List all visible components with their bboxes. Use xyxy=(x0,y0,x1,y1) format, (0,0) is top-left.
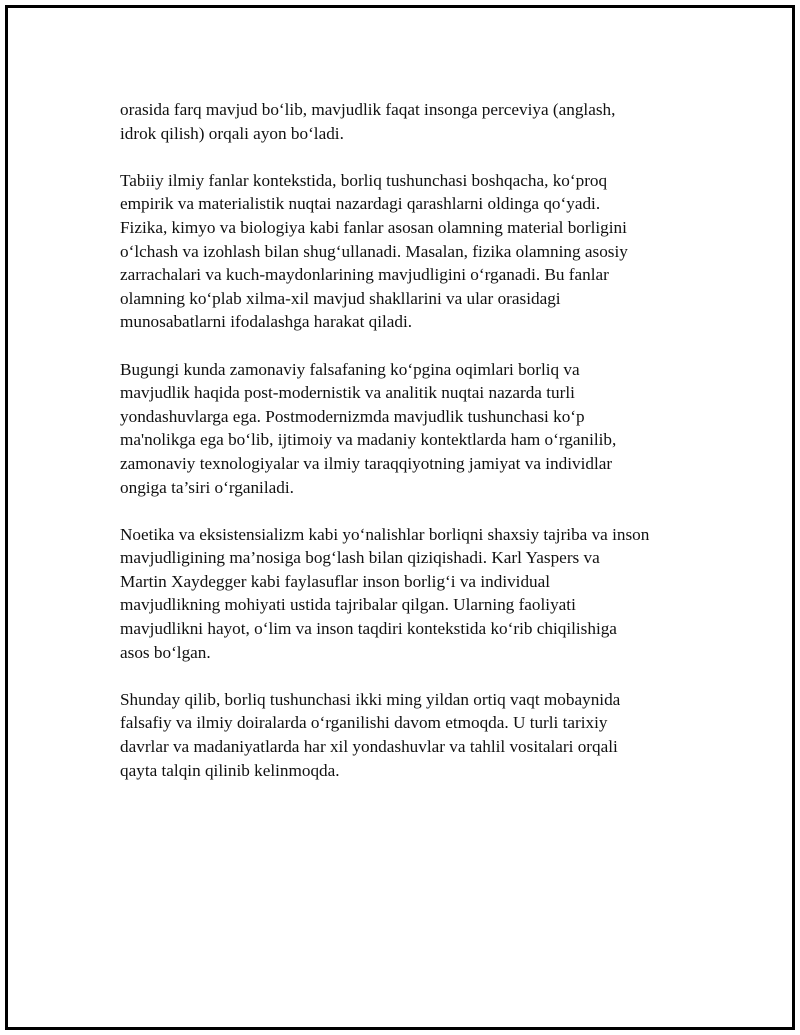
text-line: mavjudlikning mohiyati ustida tajribalar qilgan. Ularning faoliyati xyxy=(120,595,576,615)
text-line: ma'nolikga ega bo‘lib, ijtimoiy va madaniy kontektlarda ham o‘rganilib, xyxy=(120,430,617,450)
text-line: Bugungi kunda zamonaviy falsafaning ko‘pgina oqimlari borliq va xyxy=(120,359,580,379)
text-line: idrok qilish) orqali ayon bo‘ladi. xyxy=(120,123,344,143)
text-line: munosabatlarni ifodalashga harakat qiladi. xyxy=(120,312,413,332)
text-line: mavjudlikni hayot, o‘lim va inson taqdiri kontekstida ko‘rib chiqilishiga xyxy=(120,619,617,639)
text-line: davrlar va madaniyatlarda har xil yondashuvlar va tahlil vositalari orqali xyxy=(120,737,618,757)
text-line: o‘lchash va izohlash bilan shug‘ullanadi. Masalan, fizika olamning asosiy xyxy=(120,241,628,261)
text-line: mavjudligining ma’nosiga bog‘lash bilan qiziqishadi. Karl Yaspers va xyxy=(120,548,600,568)
text-line: Tabiiy ilmiy fanlar kontekstida, borliq tushunchasi boshqacha, ko‘proq xyxy=(120,170,608,190)
paragraph-2 xyxy=(120,169,710,334)
paragraph-5 xyxy=(120,688,710,782)
paragraph-4 xyxy=(120,523,710,665)
text-line: zarrachalari va kuch-maydonlarining mavjudligini o‘rganadi. Bu fanlar xyxy=(120,265,609,285)
text-line: Shunday qilib, borliq tushunchasi ikki ming yildan ortiq vaqt mobaynida xyxy=(120,689,621,709)
paragraph-1 xyxy=(120,98,710,145)
text-line: qayta talqin qilinib kelinmoqda. xyxy=(120,760,340,780)
text-line: falsafiy va ilmiy doiralarda o‘rganilishi davom etmoqda. U turli tarixiy xyxy=(120,713,608,733)
text-line: asos bo‘lgan. xyxy=(120,642,211,662)
text-line: ongiga ta’siri o‘rganiladi. xyxy=(120,477,294,497)
text-line: Fizika, kimyo va biologiya kabi fanlar asosan olamning material borligini xyxy=(120,217,627,237)
paragraph-3 xyxy=(120,358,710,500)
text-line: olamning ko‘plab xilma-xil mavjud shakllarini va ular orasidagi xyxy=(120,288,561,308)
text-line: Martin Xaydegger kabi faylasuflar inson borlig‘i va individual xyxy=(120,571,551,591)
text-line: zamonaviy texnologiyalar va ilmiy taraqqiyotning jamiyat va individlar xyxy=(120,453,613,473)
document-body xyxy=(120,98,710,806)
page-frame xyxy=(5,5,795,1030)
text-line: Noetika va eksistensializm kabi yo‘nalishlar borliqni shaxsiy tajriba va inson xyxy=(120,524,650,544)
text-line: empirik va materialistik nuqtai nazardagi qarashlarni oldinga qo‘yadi. xyxy=(120,194,601,214)
text-line: orasida farq mavjud bo‘lib, mavjudlik faqat insonga perceviya (anglash, xyxy=(120,100,616,119)
text-line: mavjudlik haqida post-modernistik va analitik nuqtai nazarda turli xyxy=(120,383,575,403)
text-line: yondashuvlarga ega. Postmodernizmda mavjudlik tushunchasi ko‘p xyxy=(120,406,585,426)
